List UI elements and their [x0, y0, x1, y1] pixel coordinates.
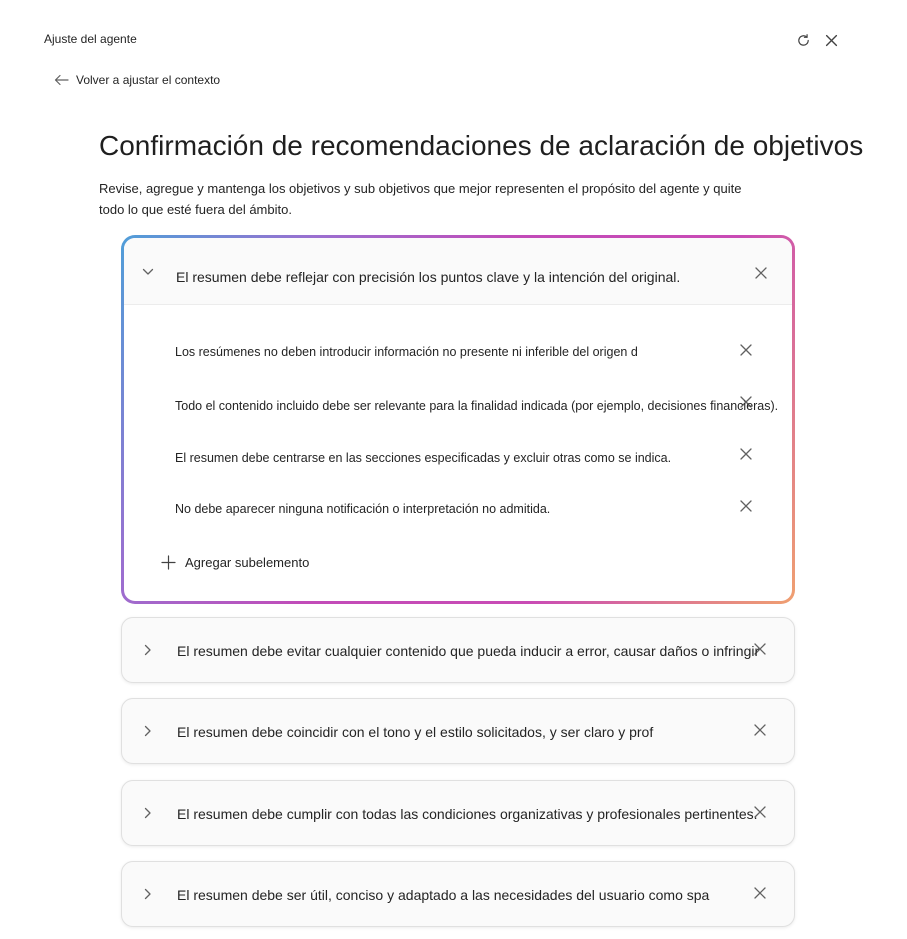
add-subitem-label: Agregar subelemento	[185, 554, 310, 570]
subgoal-text[interactable]: Los resúmenes no deben introducir información no presente ni inferible del origen d	[175, 345, 638, 359]
close-icon	[755, 267, 767, 279]
goal-text[interactable]: El resumen debe reflejar con precisión los puntos clave y la intención del original.	[176, 269, 681, 285]
close-icon	[754, 887, 766, 899]
remove-goal-button[interactable]	[751, 721, 769, 739]
close-button[interactable]	[820, 29, 842, 51]
close-icon	[754, 724, 766, 736]
page-title: Confirmación de recomendaciones de aclaración de objetivos	[99, 130, 864, 161]
goal-text[interactable]: El resumen debe evitar cualquier contenido que pueda inducir a error, causar daños o infringir	[177, 643, 760, 659]
chevron-right-icon[interactable]	[140, 723, 156, 739]
remove-subgoal-button[interactable]	[737, 497, 755, 515]
page-description: Revise, agregue y mantenga los objetivos y sub objetivos que mejor representen el propósito del agente y quite todo lo que esté fuera del ámbito.	[99, 181, 742, 217]
close-icon	[740, 344, 752, 356]
subgoal-text[interactable]: No debe aparecer ninguna notificación o interpretación no admitida.	[175, 502, 551, 516]
refresh-button[interactable]	[792, 29, 814, 51]
goal-text[interactable]: El resumen debe cumplir con todas las condiciones organizativas y profesionales pertinentes.	[177, 806, 758, 822]
chevron-right-icon[interactable]	[140, 805, 156, 821]
chevron-down-icon[interactable]	[140, 264, 156, 280]
goal-card[interactable]	[121, 861, 795, 927]
close-icon	[740, 448, 752, 460]
arrow-left-icon	[54, 74, 69, 86]
back-link-label: Volver a ajustar el contexto	[76, 73, 221, 87]
add-subitem-button[interactable]	[161, 552, 309, 572]
chevron-right-icon[interactable]	[140, 886, 156, 902]
goal-card-header[interactable]	[124, 238, 792, 305]
close-icon	[825, 34, 838, 47]
subgoal-text[interactable]: Todo el contenido incluido debe ser relevante para la finalidad indicada (por ejemplo, decisiones financieras).	[175, 399, 779, 413]
goal-card[interactable]	[121, 780, 795, 846]
remove-goal-button[interactable]	[751, 884, 769, 902]
remove-subgoal-button[interactable]	[737, 445, 755, 463]
goal-card[interactable]	[121, 698, 795, 764]
remove-subgoal-button[interactable]	[737, 341, 755, 359]
plus-icon	[161, 555, 176, 570]
goal-card-expanded	[121, 235, 795, 604]
goal-card[interactable]	[121, 617, 795, 683]
close-icon	[740, 500, 752, 512]
refresh-icon	[796, 33, 811, 48]
goal-text[interactable]: El resumen debe coincidir con el tono y el estilo solicitados, y ser claro y prof	[177, 724, 654, 740]
goal-text[interactable]: El resumen debe ser útil, conciso y adaptado a las necesidades del usuario como spa	[177, 887, 710, 903]
back-link[interactable]	[54, 70, 220, 90]
remove-goal-button[interactable]	[752, 264, 770, 282]
chevron-right-icon[interactable]	[140, 642, 156, 658]
app-title: Ajuste del agente	[44, 32, 137, 46]
subgoal-text[interactable]: El resumen debe centrarse en las secciones especificadas y excluir otras como se indica.	[175, 451, 672, 465]
